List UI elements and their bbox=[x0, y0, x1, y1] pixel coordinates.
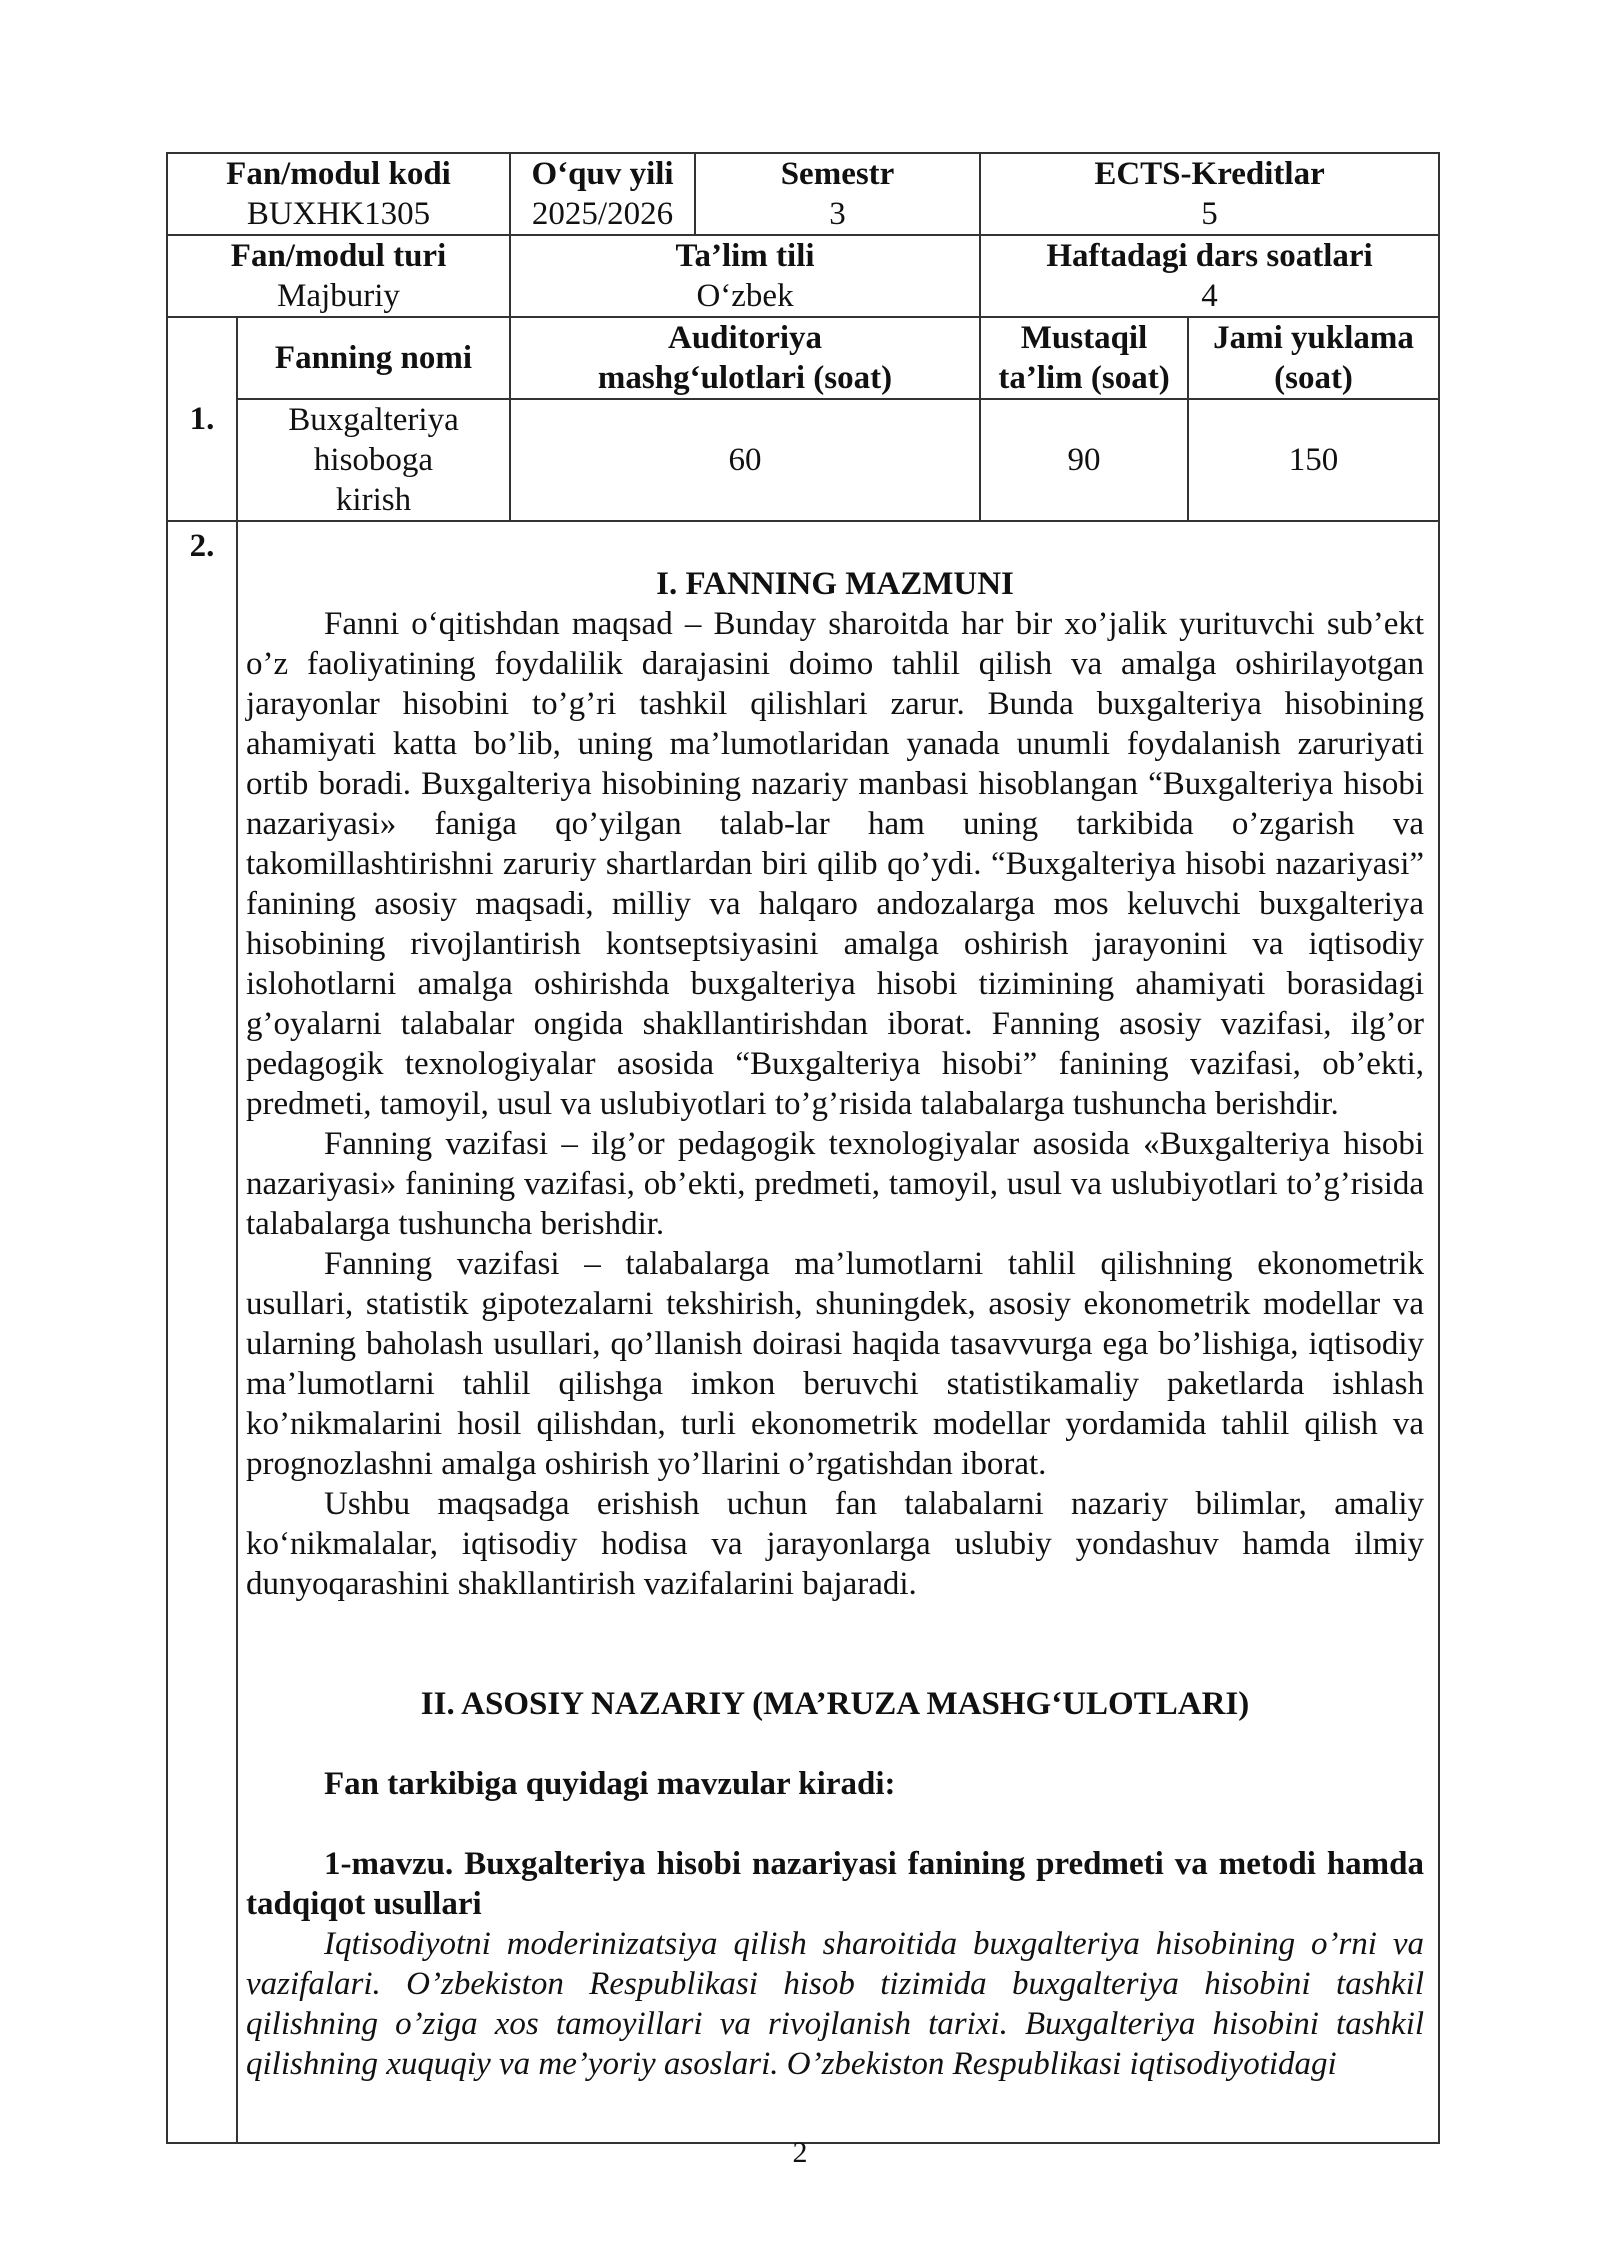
course-name-cell bbox=[237, 399, 510, 521]
topics-intro: Fan tarkibiga quyidagi mavzular kiradi: bbox=[324, 1766, 896, 1802]
header-row-1 bbox=[167, 153, 1439, 235]
spacer bbox=[246, 1604, 1424, 1684]
aud-label-line2: mashg‘ulotlari (soat) bbox=[597, 360, 893, 396]
paragraph-1: Fanni o‘qitishdan maqsad – Bunday sharoitda har bir xo’jalik yurituvchi sub’ekt o’z faoliyatining foydalilik darajasini doimo tahlil qilish va amalga oshirilayotgan jarayonlar hisobini to’g’ri tashkil qilishlari zarur. Bunda buxgalteriya hisobining ahamiyati katta bo’lib, uning ma’lumotlaridan yanada unumli foydalanish zaruriyati ortib boradi. Buxgalteriya hisobining nazariy manbasi hisoblangan “Buxgalteriya hisobi nazariyasi» faniga qo’yilgan talab-lar ham uning tarkibida o’zgarish va takomillashtirishni zaruriy shartlardan biri qilib qo’ydi. “Buxgalteriya hisobi nazariyasi” fanining asosiy maqsadi, milliy va halqaro andozalarga mos keluvchi buxgalteriya hisobining rivojlantirish kontseptsiyasini amalga oshirish jarayonini va iqtisodiy islohotlarni amalga oshirishda buxgalteriya hisobi tizimining ahamiyati borasidagi g’oyalarni talabalar ongida shakllantirishdan iborat. Fanning asosiy vazifasi, ilg’or pedagogik texnologiyalar asosida “Buxgalteriya hisobi” fanining vazifasi, ob’ekti, predmeti, tamoyil, usul va uslubiyotlari to’g’risida talabalarga tushuncha berishdir. bbox=[246, 606, 1425, 1122]
syllabus-table bbox=[166, 152, 1440, 2144]
hours-label: Haftadagi dars soatlari bbox=[1046, 238, 1373, 274]
lang-value: O‘zbek bbox=[696, 278, 794, 314]
paragraph-2: Fanning vazifasi – ilg’or pedagogik texnologiyalar asosida «Buxgalteriya hisobi nazariyasi» fanining vazifasi, ob’ekti, predmeti, tamoyil, usul va uslubiyotlari to’g’risida talabalarga tushuncha berishdir. bbox=[246, 1126, 1425, 1242]
aud-label-line1: Auditoriya bbox=[668, 320, 823, 356]
spacer bbox=[246, 1804, 1424, 1844]
code-label: Fan/modul kodi bbox=[226, 156, 451, 192]
content-row bbox=[167, 521, 1439, 2143]
self-label-cell bbox=[980, 317, 1188, 399]
semester-label: Semestr bbox=[780, 156, 895, 192]
course-name-label: Fanning nomi bbox=[237, 317, 510, 399]
section-1-title: I. FANNING MAZMUNI bbox=[656, 566, 1014, 602]
code-value: BUXHK1305 bbox=[246, 196, 431, 232]
course-header-row bbox=[167, 317, 1439, 399]
topic-1-title: 1-mavzu. Buxgalteriya hisobi nazariyasi fanining predmeti va metodi hamda tadqiqot usullari bbox=[246, 1846, 1425, 1922]
spacer bbox=[246, 1724, 1424, 1764]
ects-label: ECTS-Kreditlar bbox=[1094, 156, 1325, 192]
ects-value: 5 bbox=[1201, 196, 1218, 232]
type-value: Majburiy bbox=[277, 278, 400, 314]
aud-label-cell bbox=[510, 317, 980, 399]
hours-value: 4 bbox=[1201, 278, 1218, 314]
section-2-title: II. ASOSIY NAZARIY (MA’RUZA MASHG‘ULOTLARI) bbox=[420, 1686, 1250, 1722]
self-label-line2: ta’lim (soat) bbox=[998, 360, 1170, 396]
type-label: Fan/modul turi bbox=[230, 238, 447, 274]
header-row-2 bbox=[167, 235, 1439, 317]
page-number: 2 bbox=[792, 2136, 808, 2169]
total-label-line1: Jami yuklama bbox=[1213, 320, 1414, 356]
course-values-row bbox=[167, 399, 1439, 521]
year-label: O‘quv yili bbox=[531, 156, 674, 192]
hours-cell bbox=[980, 235, 1439, 317]
semester-cell bbox=[695, 153, 980, 235]
content-cell bbox=[237, 521, 1439, 2143]
lang-label: Ta’lim tili bbox=[675, 238, 815, 274]
topic-1-text: Iqtisodiyotni moderinizatsiya qilish sharoitida buxgalteriya hisobining o’rni va vazifalari. O’zbekiston Respublikasi hisob tizimida buxgalteriya hisobini tashkil qilishning o’ziga xos tamoyillari va rivojlanish tarixi. Buxgalteriya hisobini tashkil qilishning xuquqiy va me’yoriy asoslari. O’zbekiston Respublikasi iqtisodiyotidagi bbox=[246, 1926, 1425, 2082]
code-cell bbox=[167, 153, 510, 235]
row-number-2: 2. bbox=[167, 521, 237, 2143]
paragraph-4: Ushbu maqsadga erishish uchun fan talabalarni nazariy bilimlar, amaliy ko‘nikmalalar, iqtisodiy hodisa va jarayonlarga uslubiy yondashuv hamda ilmiy dunyoqarashini shakllantirish vazifalarini bajaradi. bbox=[246, 1486, 1425, 1602]
year-value: 2025/2026 bbox=[531, 196, 674, 232]
aud-value: 60 bbox=[510, 399, 980, 521]
lang-cell bbox=[510, 235, 980, 317]
total-label-line2: (soat) bbox=[1274, 360, 1353, 396]
paragraph-3: Fanning vazifasi – talabalarga ma’lumotlarni tahlil qilishning ekonometrik usullari, statistik gipotezalarni tekshirish, shuningdek, asosiy ekonometrik modellar va ularning baholash usullari, qo’llanish doirasi haqida tasavvurga ega bo’lishiga, iqtisodiy ma’lumotlarni tahlil qilishga imkon beruvchi statistikamaliy paketlarda ishlash ko’nikmalarini hosil qilishdan, turli ekonometrik modellar yordamida tahlil qilish va prognozlashni amalga oshirish yo’llarini o’rgatishdan iborat. bbox=[246, 1246, 1425, 1482]
course-name-line2: kirish bbox=[335, 482, 412, 518]
ects-cell bbox=[980, 153, 1439, 235]
semester-value: 3 bbox=[829, 196, 846, 232]
total-label-cell bbox=[1188, 317, 1439, 399]
year-cell bbox=[510, 153, 695, 235]
total-value: 150 bbox=[1188, 399, 1439, 521]
type-cell bbox=[167, 235, 510, 317]
row-number-1: 1. bbox=[167, 317, 237, 521]
self-label-line1: Mustaqil bbox=[1020, 320, 1148, 356]
course-name-line1: Buxgalteriya hisoboga bbox=[288, 402, 459, 478]
self-value: 90 bbox=[980, 399, 1188, 521]
